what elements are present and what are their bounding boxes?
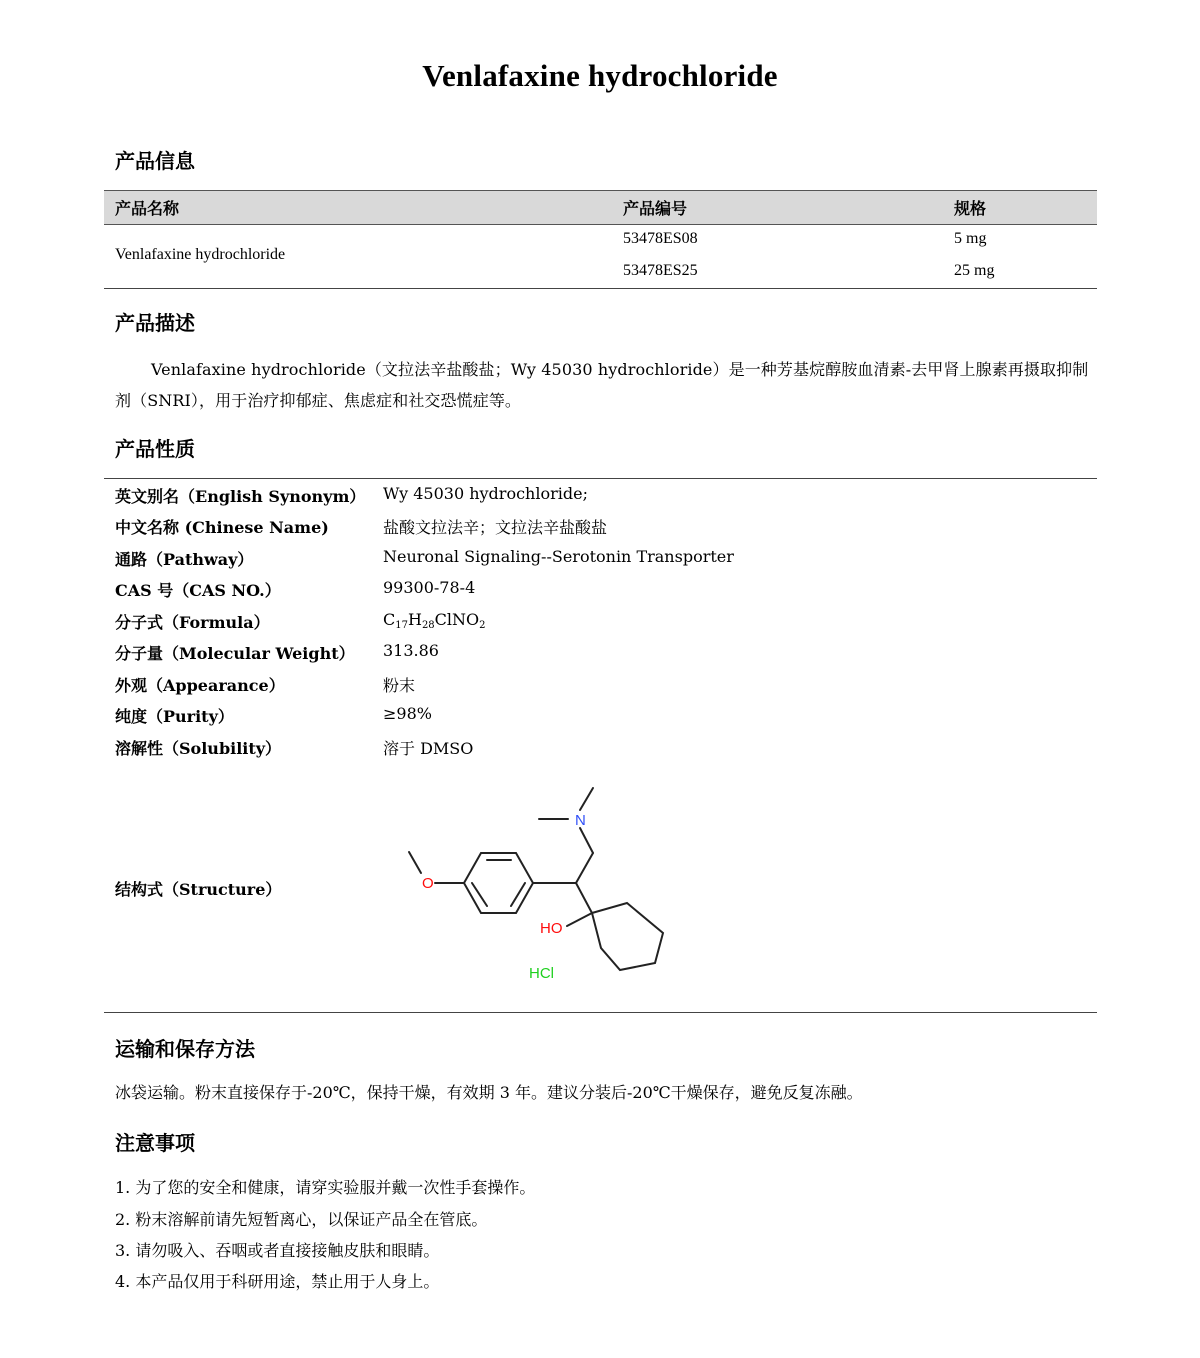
note-item: 2. 粉末溶解前请先短暂离心，以保证产品全在管底。: [115, 1210, 488, 1229]
property-value: 盐酸文拉法辛；文拉法辛盐酸盐: [383, 518, 608, 537]
property-value: 粉末: [383, 676, 416, 695]
structure-label: 结构式（Structure）: [115, 880, 282, 899]
benzene-ring: [464, 853, 533, 913]
property-label: 分子式（Formula）: [115, 613, 270, 632]
product-name-cell: Venlafaxine hydrochloride: [115, 246, 286, 263]
property-label: CAS 号（CAS NO.）: [115, 581, 281, 600]
formula-c-count: 17: [395, 620, 408, 631]
bond-line: [409, 852, 421, 873]
description-text: Venlafaxine hydrochloride（文拉法辛盐酸盐；Wy 45030 hydrochloride）是一种芳基烷醇胺血清素-去甲肾上腺素再摄取抑制剂（SNRI），用于治疗抑郁症、焦虑症和社交恐慌症等。: [115, 360, 1089, 410]
atom-hydroxyl: HO: [540, 920, 563, 937]
note-item: 1. 为了您的安全和健康，请穿实验服并戴一次性手套操作。: [115, 1178, 536, 1197]
property-label: 英文别名（English Synonym）: [115, 487, 366, 506]
chemical-structure-diagram: [395, 778, 685, 988]
product-info-table-header: [104, 190, 1097, 225]
properties-top-rule: [104, 478, 1097, 479]
property-label: 外观（Appearance）: [115, 676, 285, 695]
bond-line: [576, 883, 592, 913]
bond-line: [580, 788, 593, 810]
formula-o-count: 2: [479, 620, 486, 631]
property-label: 溶解性（Solubility）: [115, 739, 282, 758]
table-bottom-rule: [104, 288, 1097, 289]
atom-oxygen: O: [422, 875, 434, 892]
formula-h: H: [407, 610, 422, 629]
property-value: ≥98%: [383, 704, 432, 723]
column-header-spec: 规格: [954, 199, 987, 218]
property-label: 纯度（Purity）: [115, 707, 234, 726]
storage-text: 冰袋运输。粉末直接保存于-20℃，保持干燥，有效期 3 年。建议分装后-20℃干燥保存，避免反复冻融。: [115, 1083, 863, 1102]
property-value: 溶于 DMSO: [383, 739, 474, 758]
property-value: 99300-78-4: [383, 578, 476, 597]
column-header-product-name: 产品名称: [115, 199, 180, 218]
spec-cell: 5 mg: [954, 230, 987, 247]
formula-value: [383, 610, 486, 631]
formula-h-count: 28: [421, 620, 435, 631]
notes-heading: 注意事项: [115, 1131, 195, 1155]
storage-heading: 运输和保存方法: [115, 1037, 255, 1061]
product-code-cell: 53478ES08: [623, 230, 698, 247]
atom-nitrogen: N: [575, 812, 586, 829]
note-item: 4. 本产品仅用于科研用途，禁止用于人身上。: [115, 1272, 440, 1291]
bond-line: [567, 913, 592, 926]
bond-line: [580, 828, 593, 853]
bond-line: [576, 853, 593, 883]
formula-rest: ClNO: [434, 610, 480, 629]
property-label: 分子量（Molecular Weight）: [115, 644, 355, 663]
property-label: 通路（Pathway）: [115, 550, 254, 569]
note-item: 3. 请勿吸入、吞咽或者直接接触皮肤和眼睛。: [115, 1241, 440, 1260]
property-value: 313.86: [383, 641, 439, 660]
spec-cell: 25 mg: [954, 262, 995, 279]
document-title: Venlafaxine hydrochloride: [422, 58, 778, 93]
product-info-heading: 产品信息: [115, 149, 195, 173]
cyclohexane-ring: [592, 903, 663, 970]
property-value: Neuronal Signaling--Serotonin Transporter: [383, 547, 734, 566]
property-value: Wy 45030 hydrochloride;: [383, 484, 588, 503]
property-label: 中文名称 (Chinese Name): [115, 518, 329, 537]
properties-bottom-rule: [104, 1012, 1097, 1013]
properties-heading: 产品性质: [115, 437, 195, 461]
hcl-label: HCl: [529, 965, 554, 982]
description-heading: 产品描述: [115, 311, 195, 335]
column-header-product-code: 产品编号: [623, 199, 688, 218]
formula-c: C: [383, 610, 396, 629]
product-code-cell: 53478ES25: [623, 262, 698, 279]
